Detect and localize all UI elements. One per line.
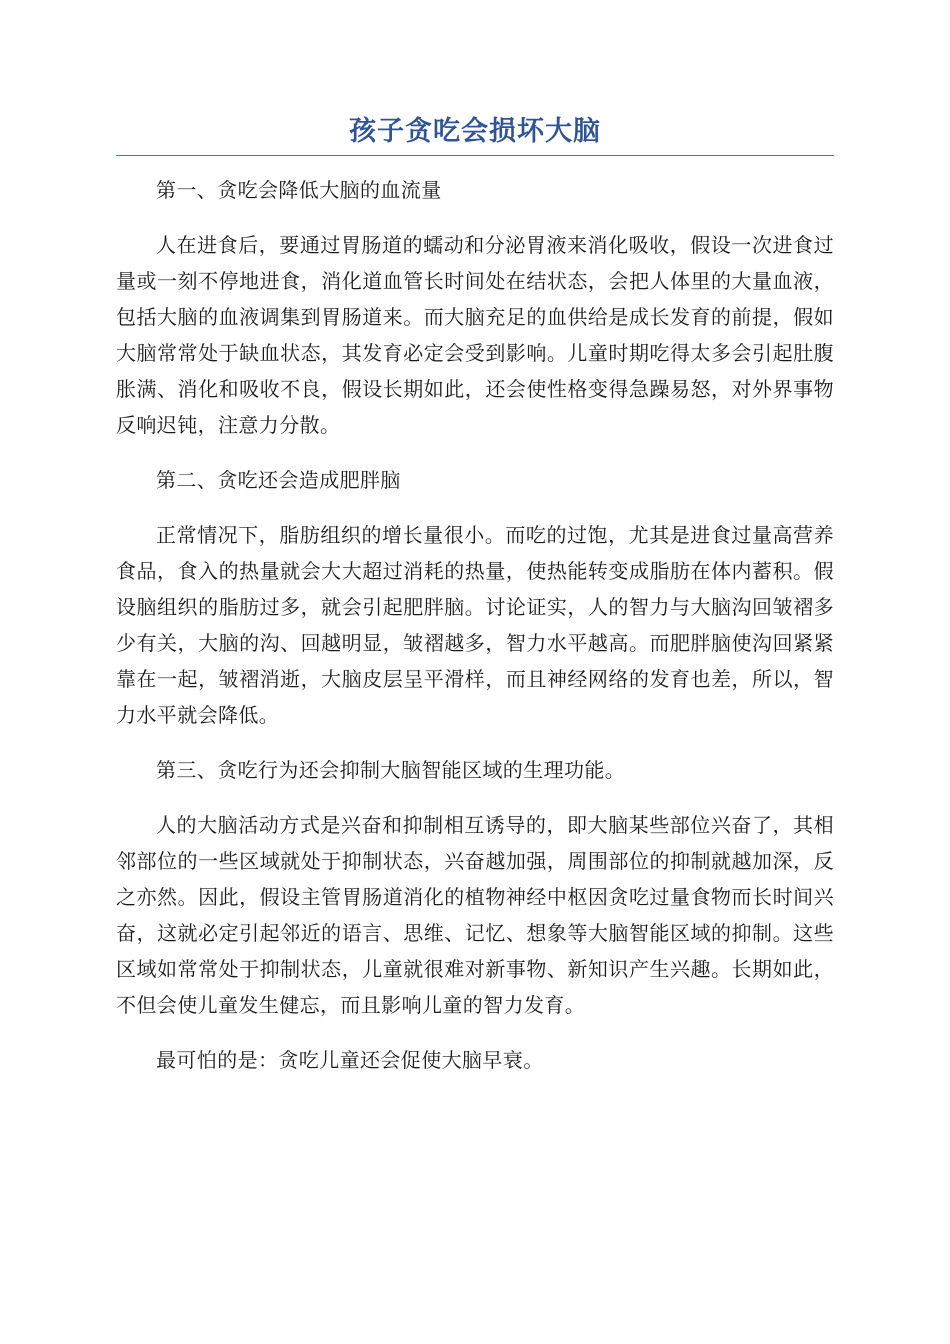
- document-title: 孩子贪吃会损坏大脑: [349, 116, 601, 147]
- section-heading-2: 第二、贪吃还会造成肥胖脑: [156, 468, 401, 492]
- paragraph-1: 人在进食后，要通过胃肠道的蠕动和分泌胃液来消化吸收，假设一次进食过量或一刻不停地进食，消化道血管长时间处在结状态，会把人体里的大量血液，包括大脑的血液调集到胃肠道来。而大脑充足的血供给是成长发育的前提，假如大脑常常处于缺血状态，其发育必定会受到影响。儿童时期吃得太多会引起肚腹胀满、消化和吸收不良，假设长期如此，还会使性格变得急躁易怒，对外界事物反响迟钝，注意力分散。: [116, 233, 834, 437]
- section-heading-3: 第三、贪吃行为还会抑制大脑智能区域的生理功能。: [156, 758, 626, 782]
- section-heading-1: 第一、贪吃会降低大脑的血流量: [156, 178, 442, 202]
- paragraph-3: 人的大脑活动方式是兴奋和抑制相互诱导的，即大脑某些部位兴奋了，其相邻部位的一些区域就处于抑制状态，兴奋越加强，周围部位的抑制就越加深，反之亦然。因此，假设主管胃肠道消化的植物神经中枢因贪吃过量食物而长时间兴奋，这就必定引起邻近的语言、思维、记忆、想象等大脑智能区域的抑制。这些区域如常常处于抑制状态，儿童就很难对新事物、新知识产生兴趣。长期如此，不但会使儿童发生健忘，而且影响儿童的智力发育。: [116, 813, 834, 1017]
- paragraph-2: 正常情况下，脂肪组织的增长量很小。而吃的过饱，尤其是进食过量高营养食品，食入的热量就会大大超过消耗的热量，使热能转变成脂肪在体内蓄积。假设脑组织的脂肪过多，就会引起肥胖脑。讨论证实，人的智力与大脑沟回皱褶多少有关，大脑的沟、回越明显，皱褶越多，智力水平越高。而肥胖脑使沟回紧紧靠在一起，皱褶消逝，大脑皮层呈平滑样，而且神经网络的发育也差，所以，智力水平就会降低。: [116, 523, 834, 727]
- title-underline: [116, 155, 834, 156]
- closing-statement: 最可怕的是：贪吃儿童还会促使大脑早衰。: [156, 1048, 544, 1072]
- document-body: [116, 172, 834, 1097]
